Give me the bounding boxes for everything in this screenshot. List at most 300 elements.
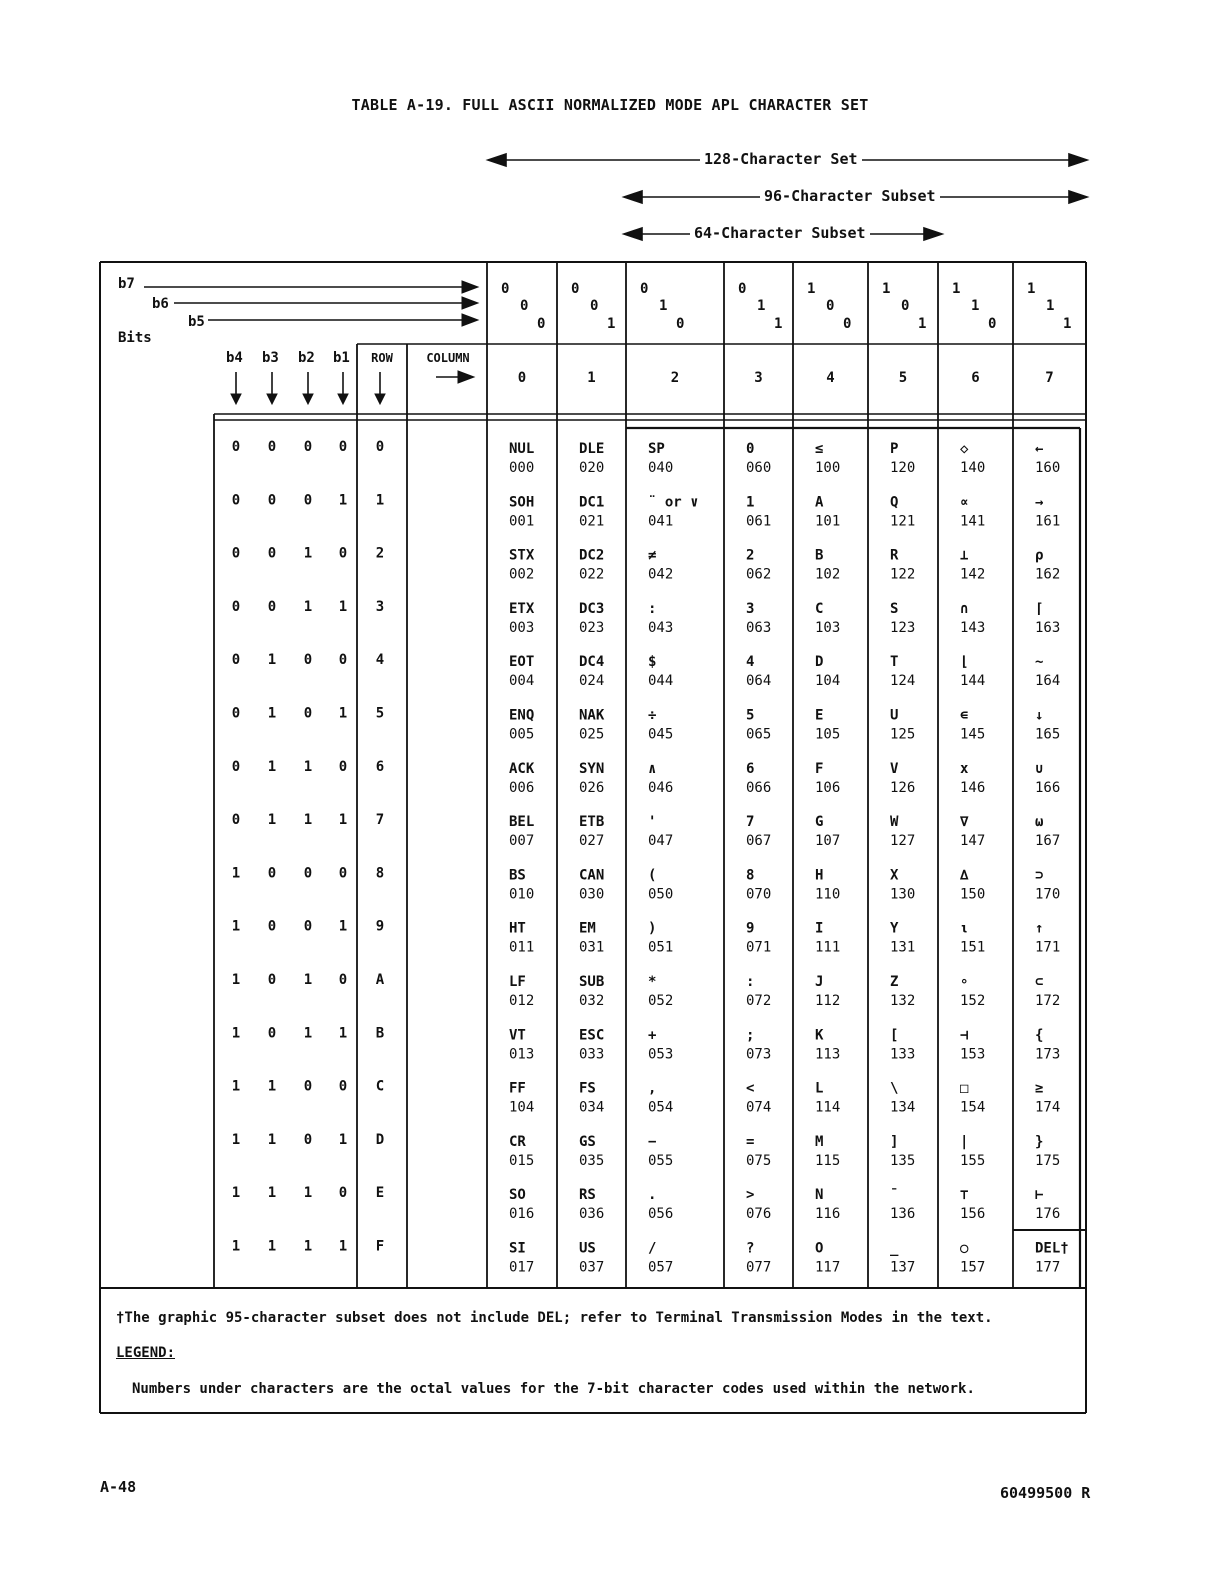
octal-code: 046 — [648, 779, 674, 796]
octal-code: 102 — [815, 566, 841, 583]
character-glyph: ∆ — [960, 867, 969, 884]
row-bit: 0 — [231, 492, 241, 509]
octal-code: 041 — [648, 513, 674, 530]
character-glyph: ⍳ — [960, 920, 969, 937]
octal-code: 057 — [648, 1259, 674, 1276]
column-bit-b7: 0 — [640, 281, 649, 297]
row-bit: 1 — [267, 705, 277, 722]
bit-label-b3: b3 — [262, 350, 279, 366]
character-glyph: ] — [890, 1133, 899, 1150]
column-bit-b5: 1 — [607, 316, 616, 332]
row-bit: 1 — [267, 1238, 277, 1255]
character-glyph: ENQ — [509, 707, 535, 724]
character-glyph: : — [746, 974, 755, 990]
character-glyph: ∇ — [960, 814, 969, 831]
octal-code: 076 — [746, 1206, 772, 1223]
character-glyph: ETB — [579, 814, 605, 831]
octal-code: 144 — [960, 673, 986, 690]
document-number: 60499500 R — [1000, 1484, 1091, 1502]
column-bit-b7: 1 — [952, 281, 961, 297]
octal-code: 040 — [648, 460, 674, 476]
character-glyph: Q — [890, 494, 899, 511]
octal-code: 016 — [509, 1206, 535, 1223]
row-bit: 1 — [231, 918, 241, 935]
character-glyph: SYN — [579, 760, 605, 777]
row-bit: 1 — [303, 1025, 313, 1042]
character-glyph: S — [890, 600, 899, 617]
row-number: E — [375, 1185, 385, 1202]
character-glyph: L — [815, 1080, 824, 1097]
row-bit: 0 — [231, 545, 241, 562]
character-glyph: M — [815, 1133, 824, 1150]
character-glyph: ← — [1035, 441, 1044, 457]
octal-code: 037 — [579, 1259, 605, 1276]
octal-code: 045 — [648, 726, 674, 743]
octal-code: 017 — [509, 1259, 535, 1276]
character-glyph: RS — [579, 1187, 596, 1204]
row-bit: 1 — [303, 812, 313, 829]
octal-code: 070 — [746, 886, 772, 903]
character-glyph: ) — [648, 920, 657, 937]
row-number: B — [375, 1025, 385, 1042]
octal-code: 060 — [746, 460, 772, 476]
octal-code: 065 — [746, 726, 772, 743]
row-bit: 1 — [303, 598, 313, 615]
column-number: 7 — [1045, 370, 1054, 386]
row-bit: 0 — [338, 865, 348, 882]
character-glyph: ≥ — [1035, 1080, 1044, 1097]
row-bit: 0 — [338, 972, 348, 988]
character-glyph: < — [746, 1080, 755, 1097]
column-number: 0 — [517, 370, 527, 386]
character-glyph: → — [1035, 494, 1044, 511]
row-bit: 0 — [267, 1025, 277, 1042]
character-glyph: ↑ — [1035, 920, 1044, 937]
octal-code: 024 — [579, 673, 605, 690]
character-glyph: ¨ or ∨ — [648, 494, 699, 511]
character-glyph: 1 — [746, 494, 755, 511]
row-bit: 0 — [303, 1131, 313, 1148]
column-bit-b6: 0 — [826, 298, 835, 314]
column-bit-b7: 1 — [1027, 281, 1036, 297]
octal-code: 111 — [815, 939, 841, 956]
column-bit-b5: 1 — [1063, 316, 1072, 332]
row-bit: 1 — [267, 652, 277, 669]
character-glyph: ⍴ — [1035, 547, 1044, 564]
octal-code: 074 — [746, 1099, 772, 1116]
character-glyph: ∘ — [960, 974, 969, 990]
row-number: 4 — [375, 652, 385, 669]
column-bit-b6: 1 — [1046, 298, 1055, 314]
row-bit: 0 — [303, 918, 313, 935]
octal-code: 152 — [960, 993, 986, 1009]
octal-code: 131 — [890, 939, 916, 956]
row-bit: 1 — [267, 1185, 277, 1202]
character-glyph: ⊤ — [960, 1187, 969, 1204]
row-number: 1 — [375, 492, 385, 509]
octal-code: 146 — [960, 779, 986, 796]
octal-code: 140 — [960, 460, 986, 476]
row-bit: 0 — [267, 598, 277, 615]
row-bit: 0 — [267, 865, 277, 882]
character-glyph: ⌈ — [1035, 600, 1044, 617]
octal-code: 170 — [1035, 886, 1061, 903]
character-glyph: CAN — [579, 867, 605, 884]
octal-code: 150 — [960, 886, 986, 903]
octal-code: 104 — [509, 1099, 535, 1116]
octal-code: 167 — [1035, 833, 1061, 850]
row-number: 2 — [375, 545, 385, 562]
row-bit: 0 — [303, 865, 313, 882]
span-128-label: 128-Character Set — [700, 150, 862, 168]
row-bit: 0 — [267, 439, 277, 455]
octal-code: 056 — [648, 1206, 674, 1223]
row-bit: 1 — [267, 812, 277, 829]
character-glyph: ∩ — [960, 600, 969, 617]
row-bit: 0 — [338, 758, 348, 775]
octal-code: 173 — [1035, 1046, 1061, 1063]
row-number: F — [375, 1238, 385, 1255]
octal-code: 135 — [890, 1152, 916, 1169]
octal-code: 177 — [1035, 1259, 1061, 1276]
character-glyph: : — [648, 600, 657, 617]
octal-code: 005 — [509, 726, 535, 743]
arrow-down-icon — [303, 394, 313, 404]
character-glyph: ~ — [1035, 654, 1044, 671]
bit-label-b5: b5 — [188, 314, 205, 330]
character-glyph: NAK — [579, 707, 605, 724]
legend-text: Numbers under characters are the octal values for the 7-bit character codes used within the network. — [132, 1381, 975, 1397]
character-glyph: DC1 — [579, 494, 605, 511]
octal-code: 132 — [890, 993, 916, 1009]
column-number: 2 — [670, 370, 680, 386]
column-number: 5 — [898, 370, 908, 386]
octal-code: 171 — [1035, 939, 1061, 956]
octal-code: 105 — [815, 726, 841, 743]
character-glyph: 7 — [746, 814, 755, 831]
row-number: C — [375, 1078, 385, 1095]
row-header: ROW — [371, 351, 393, 365]
character-glyph: 5 — [746, 707, 755, 724]
column-bit-b6: 1 — [659, 298, 668, 314]
row-bit: 1 — [303, 1238, 313, 1255]
character-glyph: H — [815, 867, 824, 884]
character-glyph: \ — [890, 1080, 899, 1097]
character-glyph: DC3 — [579, 600, 605, 617]
octal-code: 157 — [960, 1259, 986, 1276]
octal-code: 002 — [509, 566, 535, 583]
character-glyph: K — [815, 1027, 824, 1044]
character-glyph: Y — [890, 920, 899, 937]
row-bit: 1 — [267, 1131, 277, 1148]
row-bit: 1 — [231, 1131, 241, 1148]
octal-code: 134 — [890, 1099, 916, 1116]
character-glyph: SUB — [579, 974, 605, 990]
character-glyph: . — [648, 1187, 657, 1204]
character-glyph: 8 — [746, 867, 755, 884]
octal-code: 165 — [1035, 726, 1061, 743]
octal-code: 052 — [648, 993, 674, 1009]
character-glyph: 6 — [746, 760, 755, 777]
row-bit: 0 — [338, 652, 348, 669]
octal-code: 053 — [648, 1046, 674, 1063]
octal-code: 117 — [815, 1259, 841, 1276]
character-glyph: 3 — [746, 600, 755, 617]
octal-code: 125 — [890, 726, 916, 743]
column-bit-b7: 0 — [738, 281, 747, 297]
octal-code: 047 — [648, 833, 674, 850]
octal-code: 130 — [890, 886, 916, 903]
character-glyph: { — [1035, 1027, 1044, 1044]
row-bit: 0 — [231, 705, 241, 722]
character-glyph: ⊃ — [1035, 867, 1044, 884]
row-number: 6 — [375, 758, 385, 775]
row-bit: 1 — [231, 1185, 241, 1202]
character-glyph: SO — [509, 1187, 526, 1204]
octal-code: 161 — [1035, 513, 1061, 530]
character-glyph: ? — [746, 1240, 755, 1257]
octal-code: 172 — [1035, 993, 1061, 1009]
character-glyph: } — [1035, 1133, 1044, 1150]
octal-code: 061 — [746, 513, 772, 530]
column-number: 3 — [754, 370, 763, 386]
row-bit: 1 — [338, 918, 348, 935]
character-glyph: / — [648, 1240, 657, 1257]
character-glyph: FF — [509, 1080, 526, 1097]
octal-code: 075 — [746, 1152, 772, 1169]
character-glyph: DEL† — [1035, 1240, 1069, 1257]
column-bit-b5: 1 — [774, 316, 783, 332]
row-bit: 1 — [338, 705, 348, 722]
row-bit: 0 — [267, 492, 277, 509]
arrow-down-icon — [231, 394, 241, 404]
character-glyph: ↓ — [1035, 707, 1044, 724]
character-glyph: ∊ — [960, 707, 969, 724]
octal-code: 120 — [890, 460, 916, 476]
octal-code: 072 — [746, 993, 772, 1009]
legend-label: LEGEND: — [116, 1345, 176, 1361]
octal-code: 033 — [579, 1046, 605, 1063]
octal-code: 145 — [960, 726, 986, 743]
character-glyph: ACK — [509, 760, 535, 777]
character-glyph: ○ — [960, 1240, 969, 1257]
character-glyph: ⌊ — [960, 654, 969, 671]
column-bit-b7: 0 — [501, 281, 510, 297]
column-bit-b7: 1 — [807, 281, 816, 297]
row-bit: 1 — [303, 758, 313, 775]
row-number: 8 — [375, 865, 385, 882]
character-glyph: US — [579, 1240, 596, 1257]
character-glyph: W — [890, 814, 899, 831]
octal-code: 023 — [579, 619, 605, 636]
octal-code: 147 — [960, 833, 986, 850]
octal-code: 067 — [746, 833, 772, 850]
octal-code: 164 — [1035, 673, 1061, 690]
character-glyph: 9 — [746, 920, 755, 937]
character-glyph: DC2 — [579, 547, 605, 564]
octal-code: 176 — [1035, 1206, 1061, 1223]
octal-code: 107 — [815, 833, 841, 850]
row-bit: 0 — [338, 439, 348, 455]
column-bit-b5: 0 — [843, 316, 852, 332]
row-bit: 1 — [303, 545, 313, 562]
octal-code: 004 — [509, 673, 535, 690]
octal-code: 123 — [890, 619, 916, 636]
character-glyph: VT — [509, 1027, 526, 1044]
character-glyph: DLE — [579, 441, 605, 457]
octal-code: 063 — [746, 619, 772, 636]
character-glyph: CR — [509, 1133, 526, 1150]
row-bit: 0 — [267, 545, 277, 562]
character-glyph: GS — [579, 1133, 596, 1150]
character-glyph: DC4 — [579, 654, 605, 671]
character-glyph: C — [815, 600, 824, 617]
octal-code: 142 — [960, 566, 986, 583]
character-glyph: ⍵ — [1035, 814, 1044, 831]
character-glyph: B — [815, 547, 824, 564]
row-bit: 0 — [303, 652, 313, 669]
octal-code: 054 — [648, 1099, 674, 1116]
row-bit: 0 — [338, 545, 348, 562]
octal-code: 073 — [746, 1046, 772, 1063]
octal-code: 163 — [1035, 619, 1061, 636]
character-glyph: D — [815, 654, 824, 671]
row-number: 0 — [375, 439, 385, 455]
octal-code: 121 — [890, 513, 916, 530]
arrow-down-icon — [267, 394, 277, 404]
character-glyph: F — [815, 760, 824, 777]
octal-code: 044 — [648, 673, 674, 690]
octal-code: 020 — [579, 460, 605, 476]
character-glyph: ∪ — [1035, 760, 1044, 777]
bit-label-b1: b1 — [333, 350, 350, 366]
octal-code: 015 — [509, 1152, 535, 1169]
span-96-label: 96-Character Subset — [760, 187, 940, 205]
character-glyph: ◇ — [960, 441, 969, 457]
character-glyph: V — [890, 760, 899, 777]
row-bit: 1 — [338, 1238, 348, 1255]
octal-code: 101 — [815, 513, 841, 530]
octal-code: 062 — [746, 566, 772, 583]
character-glyph: ∧ — [648, 760, 657, 777]
column-bit-b5: 1 — [918, 316, 927, 332]
row-number: 3 — [375, 598, 385, 615]
character-glyph: | — [960, 1133, 969, 1150]
character-glyph: $ — [648, 654, 657, 671]
row-bit: 1 — [338, 598, 348, 615]
octal-code: 104 — [815, 673, 841, 690]
octal-code: 071 — [746, 939, 772, 956]
row-bit: 1 — [267, 1078, 277, 1095]
row-bit: 1 — [231, 865, 241, 882]
octal-code: 055 — [648, 1152, 674, 1169]
row-bit: 1 — [231, 1025, 241, 1042]
row-bit: 0 — [338, 1185, 348, 1202]
character-glyph: P — [890, 441, 899, 457]
character-glyph: J — [815, 974, 824, 990]
table-title: TABLE A-19. FULL ASCII NORMALIZED MODE APL CHARACTER SET — [351, 96, 869, 114]
row-bit: 1 — [338, 1025, 348, 1042]
character-glyph: E — [815, 707, 824, 724]
octal-code: 136 — [890, 1206, 916, 1223]
octal-code: 012 — [509, 993, 535, 1009]
character-glyph: ≤ — [815, 441, 824, 457]
octal-code: 077 — [746, 1259, 772, 1276]
column-number: 1 — [587, 370, 596, 386]
octal-code: 106 — [815, 779, 841, 796]
column-header: COLUMN — [426, 351, 470, 365]
octal-code: 034 — [579, 1099, 605, 1116]
character-glyph: SP — [648, 441, 665, 457]
row-bit: 0 — [338, 1078, 348, 1095]
octal-code: 001 — [509, 513, 535, 530]
character-glyph: > — [746, 1187, 755, 1204]
octal-code: 116 — [815, 1206, 841, 1223]
octal-code: 114 — [815, 1099, 841, 1116]
arrow-right-icon — [462, 314, 478, 326]
character-glyph: SI — [509, 1240, 526, 1257]
octal-code: 051 — [648, 939, 674, 956]
character-glyph: LF — [509, 974, 526, 990]
character-glyph: ⊣ — [960, 1027, 969, 1044]
octal-code: 036 — [579, 1206, 605, 1223]
octal-code: 007 — [509, 833, 535, 850]
octal-code: 022 — [579, 566, 605, 583]
octal-code: 043 — [648, 619, 674, 636]
row-number: D — [375, 1131, 385, 1148]
character-glyph: + — [648, 1027, 657, 1044]
octal-code: 032 — [579, 993, 605, 1009]
octal-code: 155 — [960, 1152, 986, 1169]
octal-code: 103 — [815, 619, 841, 636]
character-glyph: 4 — [746, 654, 755, 671]
character-glyph: _ — [890, 1240, 899, 1257]
character-glyph: , — [648, 1080, 657, 1097]
row-bit: 0 — [303, 705, 313, 722]
character-glyph: I — [815, 920, 824, 937]
row-number: 9 — [375, 918, 385, 935]
row-number: A — [375, 972, 385, 988]
bits-label: Bits — [118, 330, 152, 346]
octal-code: 141 — [960, 513, 986, 530]
octal-code: 153 — [960, 1046, 986, 1063]
row-bit: 0 — [231, 652, 241, 669]
row-bit: 1 — [338, 492, 348, 509]
column-bit-b7: 0 — [571, 281, 580, 297]
character-glyph: ∝ — [960, 494, 969, 511]
character-glyph: HT — [509, 920, 526, 937]
character-glyph: FS — [579, 1080, 596, 1097]
character-glyph: N — [815, 1187, 824, 1204]
character-glyph: [ — [890, 1027, 899, 1044]
character-glyph: ≠ — [648, 547, 657, 564]
octal-code: 174 — [1035, 1099, 1061, 1116]
arrow-right-icon — [462, 297, 478, 309]
row-bit: 0 — [231, 598, 241, 615]
octal-code: 113 — [815, 1046, 841, 1063]
character-glyph: □ — [960, 1080, 969, 1097]
octal-code: 021 — [579, 513, 605, 530]
character-glyph: X — [890, 867, 899, 884]
row-bit: 0 — [303, 492, 313, 509]
octal-code: 000 — [509, 460, 535, 476]
octal-code: 025 — [579, 726, 605, 743]
row-bit: 1 — [303, 1185, 313, 1202]
octal-code: 127 — [890, 833, 916, 850]
row-bit: 0 — [231, 439, 241, 455]
character-glyph: A — [815, 494, 824, 511]
column-bit-b7: 1 — [882, 281, 891, 297]
